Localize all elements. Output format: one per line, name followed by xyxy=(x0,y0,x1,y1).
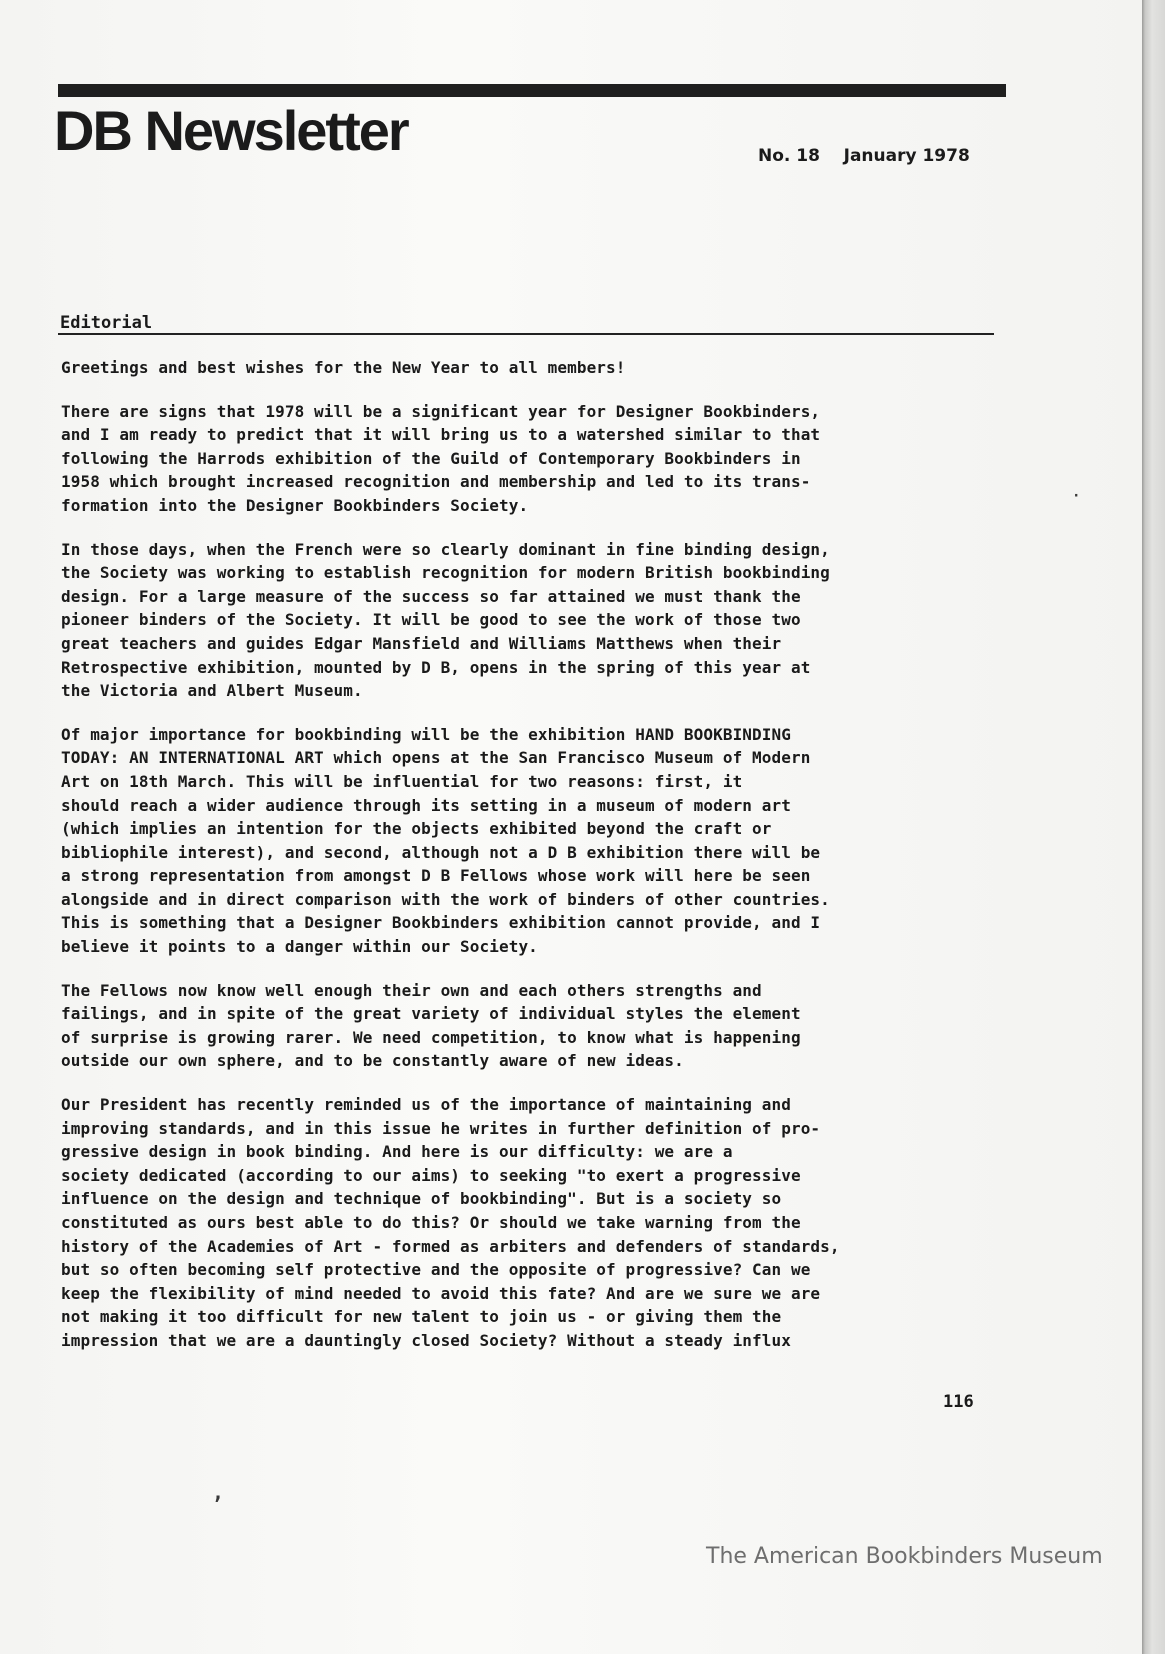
editorial-body xyxy=(61,356,1001,1373)
editorial-rule xyxy=(58,333,994,335)
masthead-rule xyxy=(58,84,1006,97)
editorial-paragraph: Greetings and best wishes for the New Year to all members! xyxy=(61,358,626,377)
editorial-paragraph: In those days, when the French were so clearly dominant in fine binding design, the Society was working to establish recognition for modern British bookbinding design. For a large measure of the success so far attained we must thank the pioneer binders of the Society. It will be good to see the work of those two great teachers and guides Edgar Mansfield and Williams Matthews when their Retrospective exhibition, mounted by D B, opens in the spring of this year at the Victoria and Albert Museum. xyxy=(61,539,830,701)
page-edge xyxy=(1142,0,1165,1654)
masthead-title: DB Newsletter xyxy=(54,99,408,162)
issue-number-date: No. 18 January 1978 xyxy=(758,146,970,166)
editorial-paragraph: Of major importance for bookbinding will be the exhibition HAND BOOKBINDING TODAY: AN INTERNATIONAL ART which opens at the San Francisco Museum of Modern Art on 18th March. This will be influential for two reasons: first, it should reach a wider audience through its setting in a museum of modern art (which implies an intention for the objects exhibited beyond the craft or bibliophile interest), and second, although not a D B exhibition there will be a strong representation from amongst D B Fellows whose work will here be seen alongside and in direct comparison with the work of binders of other countries. This is something that a Designer Bookbinders exhibition cannot provide, and I believe it points to a danger within our Society. xyxy=(61,724,830,957)
editorial-heading: Editorial xyxy=(60,313,153,333)
page-number: 116 xyxy=(943,1392,974,1412)
ink-mark: , xyxy=(212,1480,225,1504)
editorial-paragraph: There are signs that 1978 will be a significant year for Designer Bookbinders, and I am ready to predict that it will bring us to a watershed similar to that following the Harrods exhibition of the Guild of Contemporary Bookbinders in 1958 which brought increased recognition and membership and led to its trans- formation into the Designer Bookbinders Society. xyxy=(61,401,821,515)
museum-watermark: The American Bookbinders Museum xyxy=(706,1544,1103,1569)
ink-dot: · xyxy=(1072,488,1081,504)
editorial-paragraph: The Fellows now know well enough their own and each others strengths and failings, and in spite of the great variety of individual styles the element of surprise is growing rarer. We need competition, to know what is happening outside our own sphere, and to be constantly aware of new ideas. xyxy=(61,980,801,1071)
editorial-paragraph: Our President has recently reminded us of the importance of maintaining and improving standards, and in this issue he writes in further definition of pro- gressive design in book binding. And here is our difficulty: we are a society dedicated (according to our aims) to seeking "to exert a progressive influence on the design and technique of bookbinding". But is a society so constituted as ours best able to do this? Or should we take warning from the history of the Academies of Art - formed as arbiters and defenders of standards, but so often becoming self protective and the opposite of progressive? Can we keep the flexibility of mind needed to avoid this fate? And are we sure we are not making it too difficult for new talent to join us - or giving them the impression that we are a dauntingly closed Society? Without a steady influx xyxy=(61,1095,840,1350)
